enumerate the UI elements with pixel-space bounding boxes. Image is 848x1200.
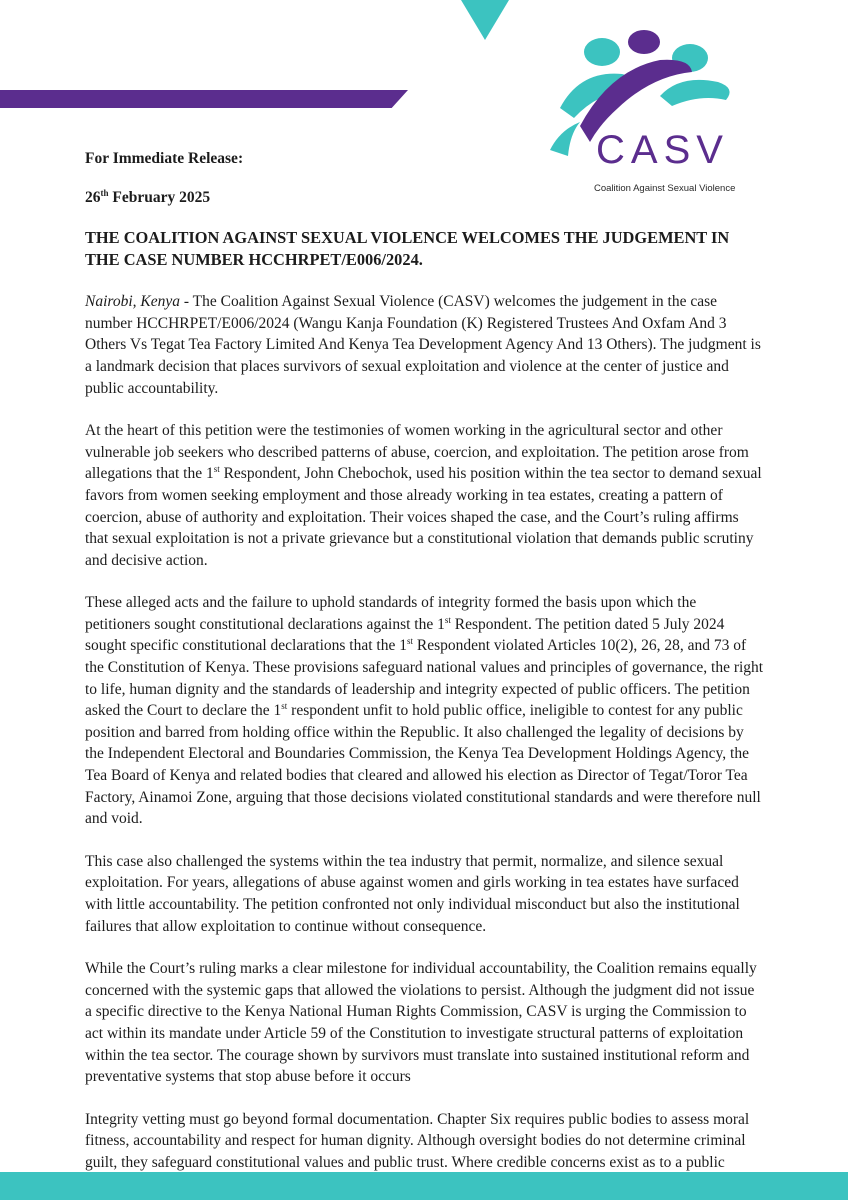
casv-logo — [540, 30, 750, 194]
paragraph-5: While the Court’s ruling marks a clear milestone for individual accountability, the Coalition remains equally concerned with the systemic gaps that allowed the violations to persist. Although the judgment did not issue a specific directive to the Kenya National Human Rights Commission, CASV is urging the Commission to act within its mandate under Article 59 of the Constitution to investigate structural patterns of exploitation within the tea sector. The courage shown by survivors must translate into sustained institutional reform and preventative systems that stop abuse before it occurs — [85, 960, 757, 1086]
paragraph-2 — [85, 420, 765, 571]
paragraph-1 — [85, 291, 765, 399]
headline: THE COALITION AGAINST SEXUAL VIOLENCE WELCOMES THE JUDGEMENT IN THE CASE NUMBER HCCHRPET/E006/2024. — [85, 228, 730, 270]
paragraph-6: Integrity vetting must go beyond formal documentation. Chapter Six requires public bodies to assess moral fitness, accountability and respect for human dignity. Although oversight bodies do not determine criminal guilt, they safeguard constitutional values and public trust. Where credible concerns exist as to a public — [85, 1110, 750, 1171]
date-rest: February 2025 — [108, 189, 211, 207]
paragraph-3-b: Respondent. The petition dated 5 July 2024 sought specific constitutional declarations that the 1 — [85, 615, 725, 655]
paragraph-1-text: - The Coalition Against Sexual Violence (CASV) welcomes the judgement in the case number HCCHRPET/E006/2024 (Wangu Kanja Foundation (K) Registered Trustees And Oxfam And 3 Others Vs Tegat Tea Factory Limited And Kenya Tea Development Agency And 13 Others). The judgment is a landmark decision that places survivors of sexual exploitation and violence at the center of justice and public accountability. — [85, 293, 761, 397]
date-suffix: th — [100, 188, 109, 198]
paragraph-3-d: respondent unfit to hold public office, ineligible to contest for any public position and barred from holding office within the Republic. It also challenged the legality of decisions by the Independent Electoral and Boundaries Commission, the Kenya Tea Development Holdings Agency, the Tea Board of Kenya and related bodies that cleared and allowed his election as Director of Tegat/Toror Tea Factory, Ainamoi Zone, arguing that those decisions violated constitutional standards and were therefore null and void. — [85, 702, 761, 828]
logo-tagline: Coalition Against Sexual Violence — [594, 183, 736, 194]
paragraph-3-c: Respondent violated Articles 10(2), 26, 28, and 73 of the Constitution of Kenya. These provisions safeguard national values and principles of governance, the right to life, human dignity and the standards of leadership and integrity expected of public officers. The petition asked the Court to declare the 1 — [85, 637, 764, 720]
dateline-location: Nairobi, Kenya — [85, 293, 181, 311]
paragraph-2-a: At the heart of this petition were the testimonies of women working in the agricultural sector and other vulnerable job seekers who described patterns of abuse, coercion, and exploitation. The petition arose from allegations that the 1 — [85, 422, 749, 483]
release-label: For Immediate Release: — [85, 150, 244, 167]
top-teal-triangle — [461, 0, 509, 40]
logo-acronym: CASV — [596, 128, 729, 172]
paragraph-2-b: Respondent, John Chebochok, used his position within the tea sector to demand sexual favors from women seeking employment and those already working in tea estates, creating a pattern of coercion, abuse of authority and exploitation. Their voices shaped the case, and the Court’s ruling affirms that sexual exploitation is not a private grievance but a constitutional violation that demands public scrutiny and decisive action. — [85, 465, 762, 569]
ordinal-sup: st — [281, 701, 288, 712]
release-date — [85, 188, 765, 207]
ordinal-sup: st — [406, 636, 413, 647]
ordinal-sup: st — [213, 464, 220, 475]
paragraph-3-a: These alleged acts and the failure to uphold standards of integrity formed the basis upon which the petitioners sought constitutional declarations against the 1 — [85, 594, 697, 633]
header-purple-band — [0, 90, 408, 108]
press-release-body — [85, 150, 765, 1200]
paragraph-3 — [85, 592, 765, 830]
ordinal-sup: st — [444, 614, 451, 625]
footer-teal-band — [0, 1172, 848, 1200]
date-day: 26 — [85, 189, 101, 207]
paragraph-4: This case also challenged the systems within the tea industry that permit, normalize, and silence sexual exploitation. For years, allegations of abuse against women and girls working in tea estates have surfaced with little accountability. The petition confronted not only individual misconduct but also the institutional failures that allow exploitation to continue without consequence. — [85, 852, 740, 935]
